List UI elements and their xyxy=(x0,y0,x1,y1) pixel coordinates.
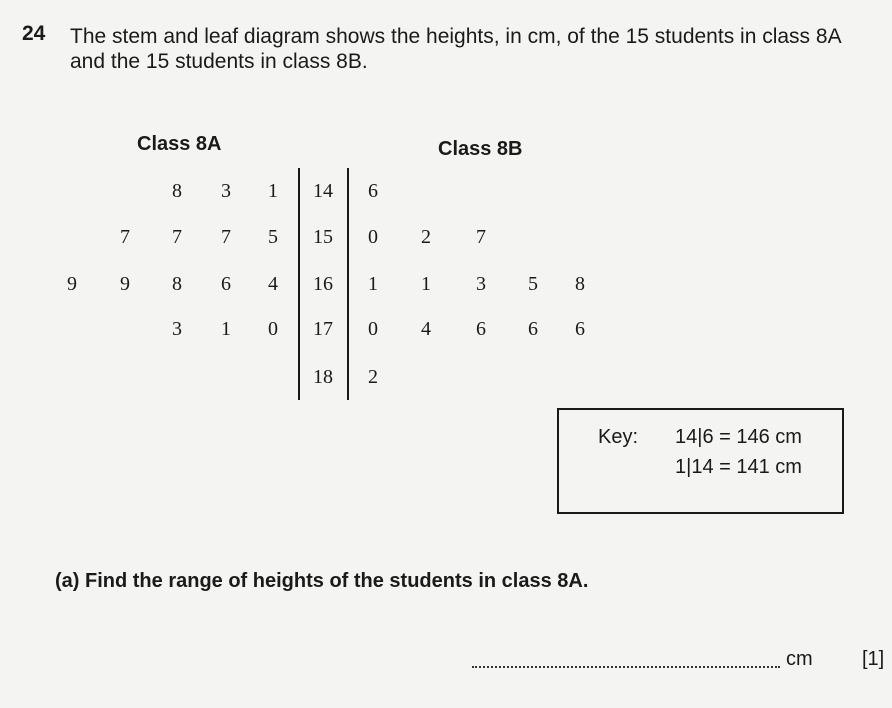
class-8b-leaf: 5 xyxy=(528,273,538,295)
question-text: The stem and leaf diagram shows the heights, in cm, of the 15 students in class 8A and the 15 students in class 8B. xyxy=(70,25,841,73)
class-8b-leaf: 1 xyxy=(368,273,378,295)
class-8b-leaf: 4 xyxy=(421,318,431,340)
answer-line[interactable] xyxy=(472,666,780,668)
class-8b-leaf: 2 xyxy=(368,366,378,388)
part-a-question: (a) Find the range of heights of the students in class 8A. xyxy=(55,570,589,592)
class-8a-heading: Class 8A xyxy=(137,133,222,155)
class-8b-leaf: 0 xyxy=(368,226,378,248)
class-8a-leaf: 1 xyxy=(221,318,231,340)
class-8b-heading: Class 8B xyxy=(438,138,523,160)
key-label: Key: xyxy=(598,426,639,448)
marks: [1] xyxy=(862,648,885,670)
class-8a-leaf: 8 xyxy=(172,273,182,295)
class-8a-leaf: 4 xyxy=(268,273,278,295)
stem-18: 18 xyxy=(313,366,333,388)
class-8b-leaf: 7 xyxy=(476,226,486,248)
class-8b-leaf: 1 xyxy=(421,273,431,295)
divider-right xyxy=(347,168,349,400)
divider-left xyxy=(298,168,300,400)
stem-14: 14 xyxy=(313,180,333,202)
key-line-1: 14|6 = 146 cm xyxy=(675,426,802,448)
class-8a-leaf: 1 xyxy=(268,180,278,202)
key-line-2: 1|14 = 141 cm xyxy=(675,456,802,478)
class-8b-leaf: 0 xyxy=(368,318,378,340)
class-8a-leaf: 8 xyxy=(172,180,182,202)
class-8a-leaf: 0 xyxy=(268,318,278,340)
stem-17: 17 xyxy=(313,318,333,340)
class-8a-leaf: 7 xyxy=(221,226,231,248)
class-8a-leaf: 3 xyxy=(172,318,182,340)
class-8a-leaf: 9 xyxy=(120,273,130,295)
class-8a-leaf: 5 xyxy=(268,226,278,248)
class-8a-leaf: 7 xyxy=(172,226,182,248)
class-8a-leaf: 9 xyxy=(67,273,77,295)
class-8b-leaf: 6 xyxy=(368,180,378,202)
class-8a-leaf: 6 xyxy=(221,273,231,295)
class-8b-leaf: 6 xyxy=(575,318,585,340)
answer-unit: cm xyxy=(786,648,813,670)
stem-15: 15 xyxy=(313,226,333,248)
class-8b-leaf: 6 xyxy=(528,318,538,340)
class-8b-leaf: 2 xyxy=(421,226,431,248)
stem-16: 16 xyxy=(313,273,333,295)
class-8b-leaf: 3 xyxy=(476,273,486,295)
class-8a-leaf: 7 xyxy=(120,226,130,248)
class-8a-leaf: 3 xyxy=(221,180,231,202)
class-8b-leaf: 6 xyxy=(476,318,486,340)
question-number: 24 xyxy=(22,22,46,45)
class-8b-leaf: 8 xyxy=(575,273,585,295)
